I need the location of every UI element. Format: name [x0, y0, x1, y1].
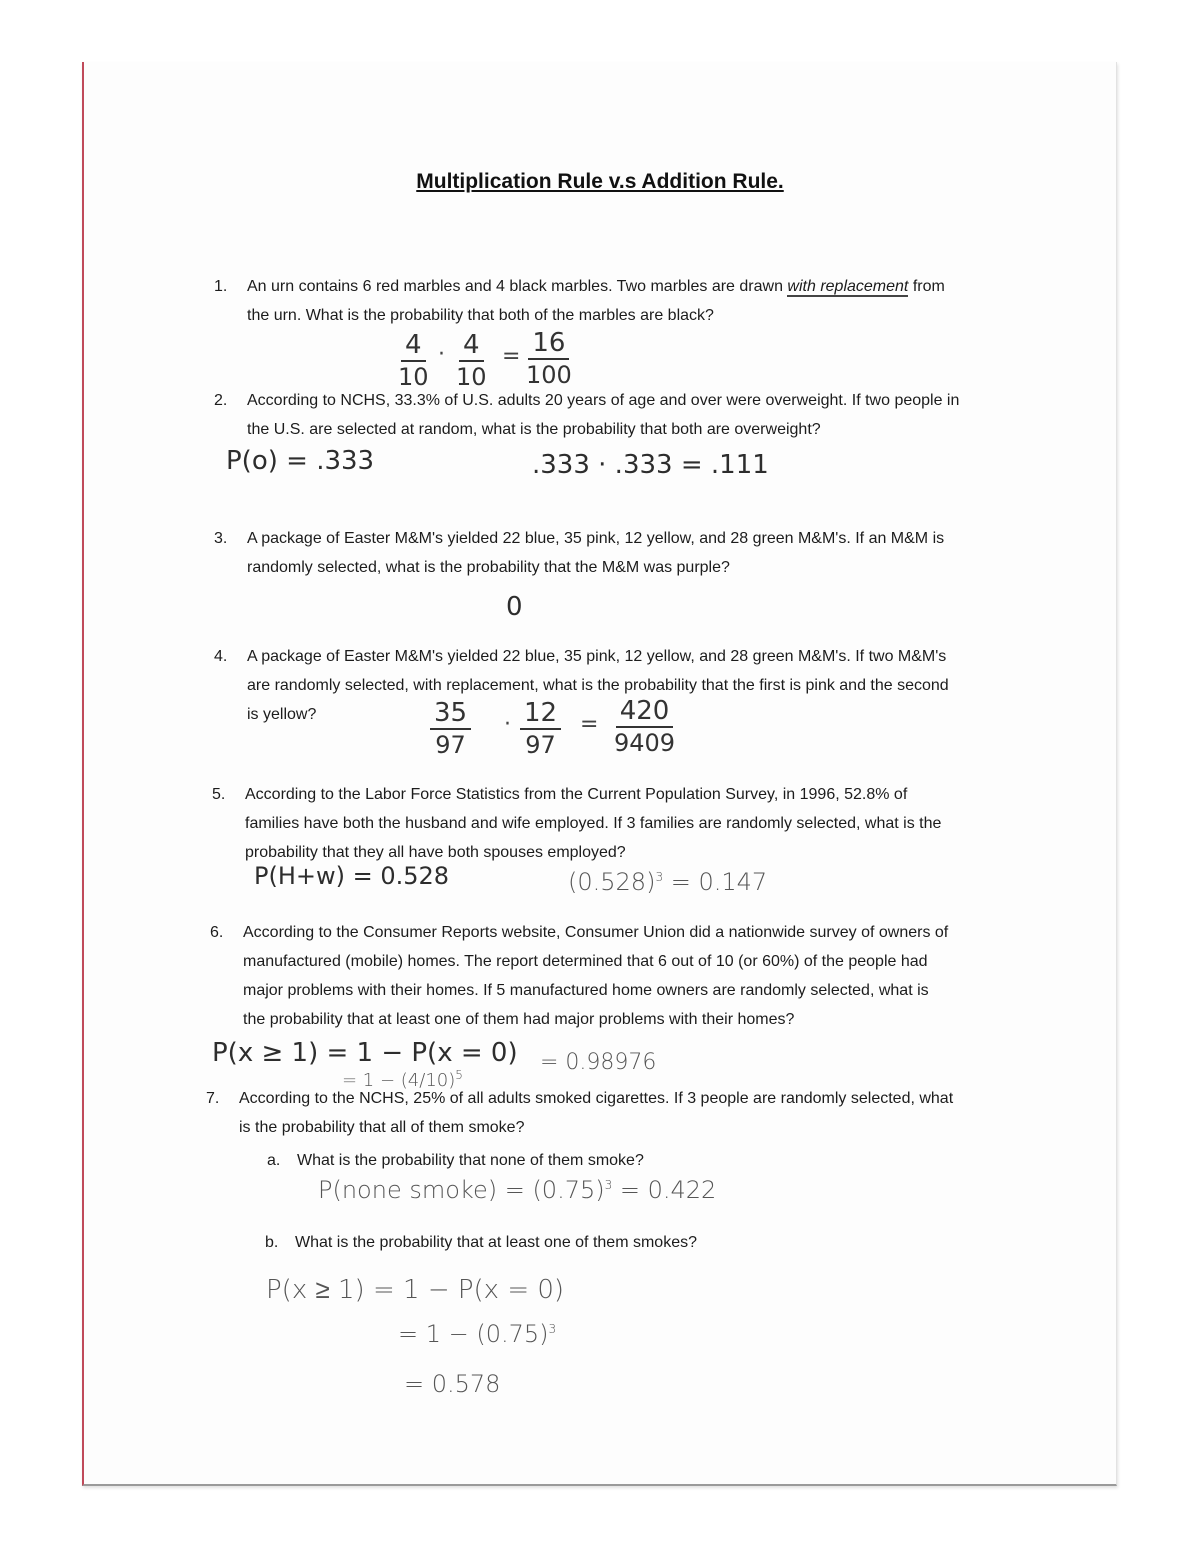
question-6 [210, 918, 1093, 1034]
question-text-line: randomly selected, what is the probability that the M&M was purple? [247, 559, 730, 576]
fraction: $\frac{420}{9409}$ [614, 696, 676, 757]
page-title: Multiplication Rule v.s Addition Rule. [416, 170, 784, 193]
question-number: 6. [210, 924, 224, 941]
question-text-line: manufactured (mobile) homes. The report determined that 6 out of 10 (or 60%) of the people had [243, 953, 928, 970]
question-number: 5. [212, 786, 226, 803]
question-text-line: According to NCHS, 33.3% of U.S. adults 20 years of age and over were overweight. If two people in [247, 392, 960, 409]
question-7a-text: What is the probability that none of them smoke? [297, 1152, 644, 1169]
question-1 [214, 272, 1047, 330]
fraction: $\frac{4}{10}$ [398, 330, 429, 391]
fraction: $\frac{4}{10}$ [456, 330, 487, 391]
question-number: 1. [214, 278, 228, 295]
fraction: $\frac{16}{100}$ [526, 328, 572, 389]
multiply-sign: · [438, 342, 445, 367]
question-text-line: are randomly selected, with replacement, what is the probability that the first is pink and the second [247, 677, 949, 694]
answer-3: 0 [506, 592, 523, 622]
answer-2-given: P(o) = .333 [226, 446, 375, 476]
answer-7a: P(none smoke) = $(0.75)^3 = 0.422$ [318, 1176, 717, 1204]
answer-5-given: P(H+w) = 0.528 [254, 862, 450, 890]
question-2 [214, 386, 1077, 444]
answer-6-line2: = $1 - (4/10)^5$ [342, 1068, 463, 1091]
answer-6-result: = 0.98976 [540, 1050, 657, 1075]
question-text-line: families have both the husband and wife employed. If 3 families are randomly selected, what is the [245, 815, 942, 832]
question-text-line: A package of Easter M&M's yielded 22 blue, 35 pink, 12 yellow, and 28 green M&M's. If an M&M is [247, 530, 945, 547]
question-7b-label: b. [265, 1234, 279, 1251]
answer-6-line1: P(x ≥ 1) = 1 − P(x = 0) [212, 1038, 518, 1068]
question-text-line: According to the NCHS, 25% of all adults smoked cigarettes. If 3 people are randomly selected, what [239, 1090, 954, 1107]
question-7a-label: a. [267, 1152, 281, 1169]
question-number: 4. [214, 648, 228, 665]
answer-7b-line1: P(x ≥ 1) = 1 − P(x = 0) [266, 1275, 565, 1305]
question-text-line: the urn. What is the probability that both of the marbles are black? [247, 307, 714, 324]
emphasis-text: with replacement [787, 278, 909, 295]
multiply-sign: · [504, 712, 511, 737]
fraction: $\frac{35}{97}$ [430, 698, 471, 760]
question-7 [206, 1084, 1099, 1142]
question-number: 2. [214, 392, 228, 409]
question-7b-text: What is the probability that at least one of them smokes? [295, 1234, 697, 1251]
question-text-line: is the probability that all of them smoke? [239, 1119, 525, 1136]
question-number: 7. [206, 1090, 220, 1107]
fraction: $\frac{12}{97}$ [520, 698, 561, 760]
answer-5-work: $(0.528)^3 = 0.147$ [568, 868, 768, 896]
question-text-line: the probability that at least one of them had major problems with their homes? [243, 1011, 795, 1028]
answer-7b-line3: = 0.578 [404, 1370, 501, 1398]
question-text-line: A package of Easter M&M's yielded 22 blue, 35 pink, 12 yellow, and 28 green M&M's. If two M&M's [247, 648, 947, 665]
answer-7b-line2: = $1 - (0.75)^3$ [398, 1320, 557, 1348]
question-text-line: major problems with their homes. If 5 manufactured home owners are randomly selected, what is [243, 982, 929, 999]
question-text-line: the U.S. are selected at random, what is the probability that both are overweight? [247, 421, 821, 438]
question-text-line: According to the Labor Force Statistics from the Current Population Survey, in 1996, 52.8% of [245, 786, 908, 803]
question-3 [214, 524, 1077, 582]
question-text-line: is yellow? [247, 706, 317, 723]
question-text-line: probability that they all have both spouses employed? [245, 844, 626, 861]
question-text-line: According to the Consumer Reports website, Consumer Union did a nationwide survey of owners of [243, 924, 949, 941]
equals-sign: = [580, 712, 599, 737]
answer-2-work: .333 · .333 = .111 [532, 450, 769, 480]
question-text-line: An urn contains 6 red marbles and 4 black marbles. Two marbles are drawn with replacement from [247, 278, 945, 295]
worksheet-page [82, 62, 1117, 1486]
question-5 [212, 780, 1085, 867]
question-number: 3. [214, 530, 228, 547]
equals-sign: = [502, 344, 521, 369]
